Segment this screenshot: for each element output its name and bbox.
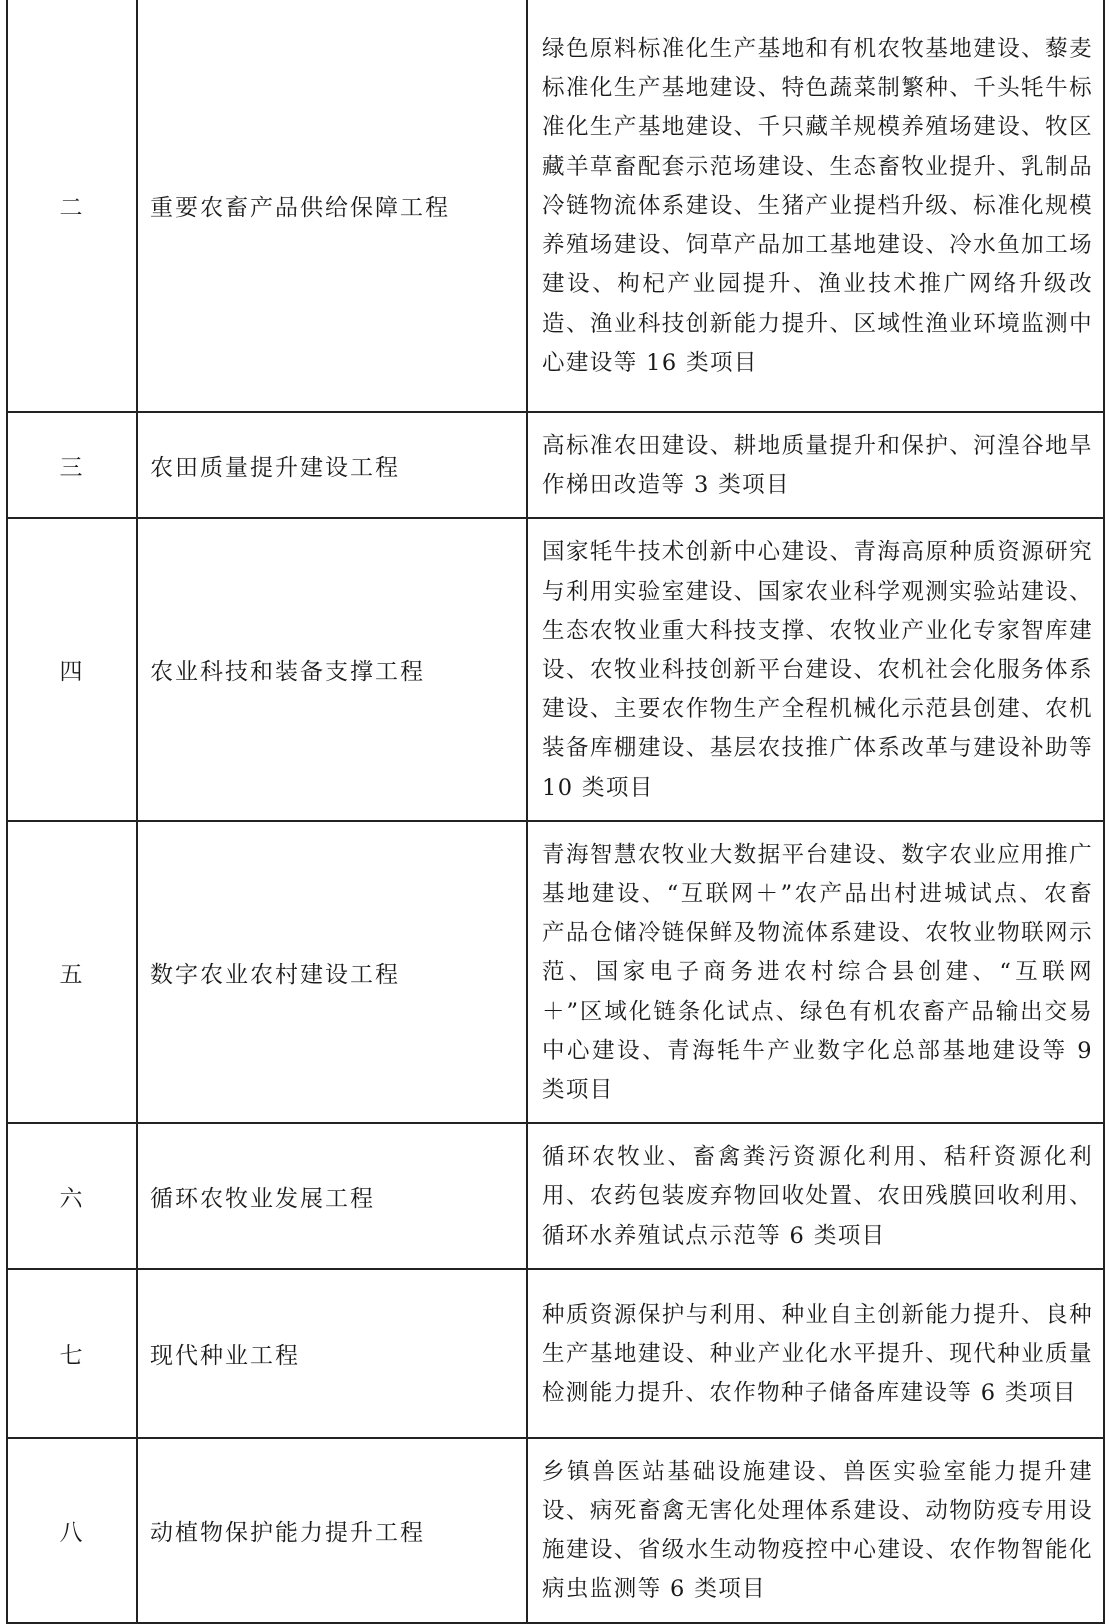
project-description: 国家牦牛技术创新中心建设、青海高原种质资源研究与利用实验室建设、国家农业科学观测实验站建设、生态农牧业重大科技支撑、农牧业产业化专家智库建设、农牧业科技创新平台建设、农机社会化服务体系建设、主要农作物生产全程机械化示范县创建、农机装备库棚建设、基层农技推广体系改革与建设补助等 10 类项目: [527, 518, 1104, 820]
project-name: 农田质量提升建设工程: [137, 412, 527, 518]
row-index: 六: [7, 1123, 137, 1269]
project-name: 循环农牧业发展工程: [137, 1123, 527, 1269]
table-row: [7, 1123, 1104, 1269]
table-row: [7, 518, 1104, 820]
row-index: 八: [7, 1438, 137, 1623]
table-row: [7, 1438, 1104, 1623]
project-description: 高标准农田建设、耕地质量提升和保护、河湟谷地旱作梯田改造等 3 类项目: [527, 412, 1104, 518]
project-description: 绿色原料标准化生产基地和有机农牧基地建设、藜麦标准化生产基地建设、特色蔬菜制繁种、千头牦牛标准化生产基地建设、千只藏羊规模养殖场建设、牧区藏羊草畜配套示范场建设、生态畜牧业提升、乳制品冷链物流体系建设、生猪产业提档升级、标准化规模养殖场建设、饲草产品加工基地建设、冷水鱼加工场建设、枸杞产业园提升、渔业技术推广网络升级改造、渔业科技创新能力提升、区域性渔业环境监测中心建设等 16 类项目: [527, 0, 1104, 412]
table-row: [7, 0, 1104, 412]
project-description: 循环农牧业、畜禽粪污资源化利用、秸秆资源化利用、农药包装废弃物回收处置、农田残膜回收利用、循环水养殖试点示范等 6 类项目: [527, 1123, 1104, 1269]
projects-table: [6, 0, 1105, 1624]
project-description: 乡镇兽医站基础设施建设、兽医实验室能力提升建设、病死畜禽无害化处理体系建设、动物防疫专用设施建设、省级水生动物疫控中心建设、农作物智能化病虫监测等 6 类项目: [527, 1438, 1104, 1623]
project-name: 农业科技和装备支撑工程: [137, 518, 527, 820]
row-index: 五: [7, 821, 137, 1123]
project-name: 数字农业农村建设工程: [137, 821, 527, 1123]
project-name: 重要农畜产品供给保障工程: [137, 0, 527, 412]
project-name: 现代种业工程: [137, 1269, 527, 1438]
project-name: 动植物保护能力提升工程: [137, 1438, 527, 1623]
table-row: [7, 821, 1104, 1123]
row-index: 三: [7, 412, 137, 518]
table-row: [7, 1269, 1104, 1438]
projects-table-container: [6, 0, 1103, 1624]
project-description: 青海智慧农牧业大数据平台建设、数字农业应用推广基地建设、“互联网＋”农产品出村进城试点、农畜产品仓储冷链保鲜及物流体系建设、农牧业物联网示范、国家电子商务进农村综合县创建、“互联网＋”区域化链条化试点、绿色有机农畜产品输出交易中心建设、青海牦牛产业数字化总部基地建设等 9 类项目: [527, 821, 1104, 1123]
project-description: 种质资源保护与利用、种业自主创新能力提升、良种生产基地建设、种业产业化水平提升、现代种业质量检测能力提升、农作物种子储备库建设等 6 类项目: [527, 1269, 1104, 1438]
row-index: 四: [7, 518, 137, 820]
table-row: [7, 412, 1104, 518]
row-index: 二: [7, 0, 137, 412]
row-index: 七: [7, 1269, 137, 1438]
